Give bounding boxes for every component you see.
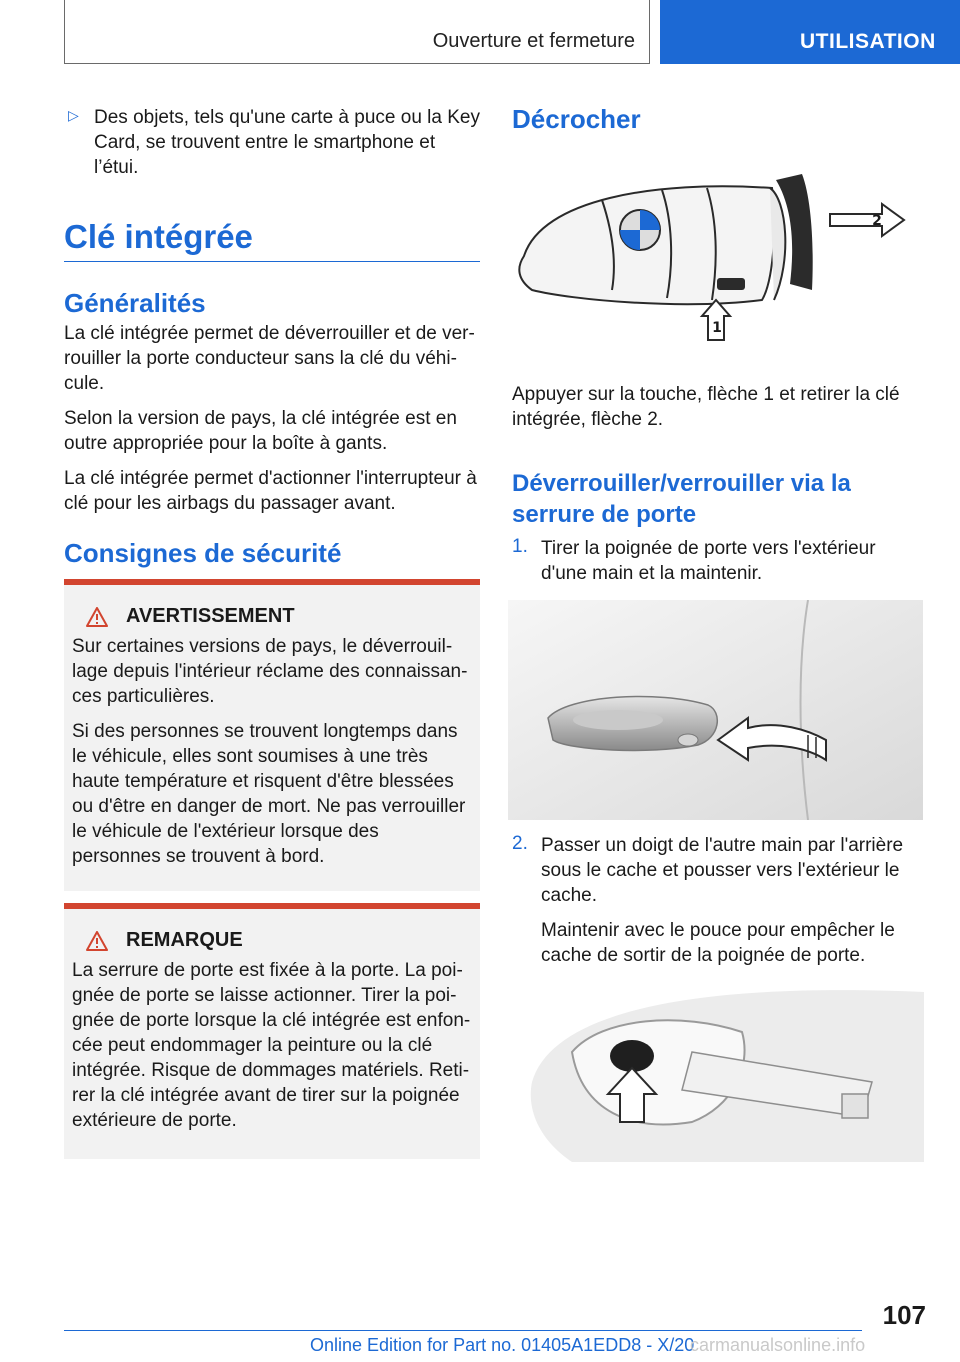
safety-heading: Consignes de sécurité xyxy=(64,538,342,568)
detach-heading: Décrocher xyxy=(512,104,641,134)
page-number: 107 xyxy=(882,1300,926,1330)
header-chapter-title: UTILISATION xyxy=(800,30,936,53)
warning-box xyxy=(64,579,480,891)
warning-label: AVERTISSEMENT xyxy=(126,605,295,627)
step-number: 1. xyxy=(512,536,528,557)
general-section xyxy=(64,288,480,516)
watermark: carmanualsonline.info xyxy=(690,1335,866,1355)
arrow-label-1: 1 xyxy=(712,320,722,336)
step-text: Tirer la poignée de porte vers l'extérieur d'une main et la maintenir. xyxy=(541,538,876,584)
footer-divider xyxy=(64,1330,862,1331)
step-text: Maintenir avec le pouce pour empêcher le cache de sortir de la poignée de porte. xyxy=(541,920,895,966)
warning-paragraph: Si des personnes se trouvent longtemps dans le véhicule, elles sont soumises à une très haute température et risquent d'être blessées ou d'être en danger de mort. Ne pas verrouiller le véhicule de l'extérieur lorsque des personnes se trouvent à bord. xyxy=(72,721,466,867)
header-section-title: Ouverture et fermeture xyxy=(432,30,635,52)
title-divider xyxy=(64,261,480,262)
general-paragraph: Selon la version de pays, la clé intégrée est en outre appropriée pour la boîte à gants. xyxy=(64,408,457,454)
arrow-label-2: 2 xyxy=(872,213,882,229)
notice-label: REMARQUE xyxy=(126,929,243,951)
notice-paragraph: La serrure de porte est fixée à la porte. La poignée de porte se laisse actionner. Tirer la poignée de porte lorsque la clé intégrée est enfoncée peut endommager la peinture ou la clé intégrée. Risque de dommages matériels. Retirer la clé intégrée avant de tirer sur la poignée extérieure de porte. xyxy=(72,960,471,1131)
header-chapter-tab xyxy=(660,0,960,64)
warning-paragraph: Sur certaines versions de pays, le déverrouillage depuis l'intérieur réclame des connaissances particulières. xyxy=(72,636,468,707)
triangle-bullet-icon: ▷ xyxy=(68,107,79,123)
step-text: Passer un doigt de l'autre main par l'arrière sous le cache et pousser vers l'extérieur le cache. xyxy=(541,835,904,906)
page-title: Clé intégrée xyxy=(64,218,253,255)
step-item xyxy=(512,536,924,586)
bullet-text: Des objets, tels qu'une carte à puce ou la Key Card, se trouvent entre le smartphone et l’étui. xyxy=(94,107,480,178)
general-heading: Généralités xyxy=(64,288,206,318)
general-paragraph: La clé intégrée permet d'actionner l'interrupteur à clé pour les airbags du passager avant. xyxy=(64,468,477,514)
general-paragraph: La clé intégrée permet de déverrouiller et de verrouiller la porte conducteur sans la clé du véhicule. xyxy=(64,323,475,394)
header-section-box xyxy=(64,0,650,64)
key-illustration xyxy=(512,160,924,360)
bullet-item xyxy=(64,105,480,180)
notice-triangle-icon xyxy=(86,931,108,951)
step-number: 2. xyxy=(512,833,528,854)
detach-caption: Appuyer sur la touche, flèche 1 et retirer la clé intégrée, flèche 2. xyxy=(512,384,900,430)
step-item xyxy=(512,833,924,968)
lock-cover-photo xyxy=(512,972,924,1162)
notice-box xyxy=(64,903,480,1159)
door-handle-photo xyxy=(508,600,923,820)
lock-heading: Déverrouiller/verrouiller via la serrure de porte xyxy=(512,470,851,528)
footer-edition: Online Edition for Part no. 01405A1EDD8 - X/20 xyxy=(310,1335,695,1355)
warning-triangle-icon xyxy=(86,607,108,627)
